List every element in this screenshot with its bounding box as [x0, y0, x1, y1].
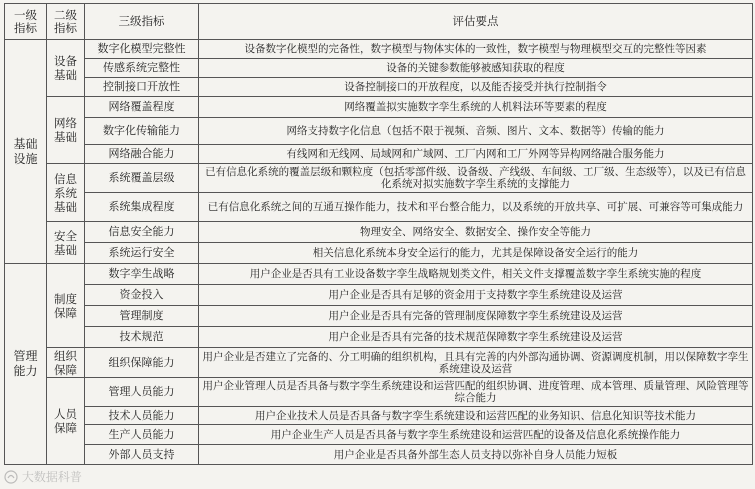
table-row	[5, 243, 753, 264]
point-cell: 用户企业是否具有足够的资金用于支持数字孪生系统建设及运营	[199, 285, 753, 306]
header-row	[5, 4, 753, 40]
level3-cell: 数字化传输能力	[85, 118, 199, 145]
point-cell: 网络覆盖拟实施数字孪生系统的人机料法环等要素的程度	[199, 97, 753, 118]
table-row	[5, 78, 753, 97]
table-row	[5, 97, 753, 118]
level3-cell: 资金投入	[85, 285, 199, 306]
table-row	[5, 59, 753, 78]
point-cell: 设备控制接口的开放程度，以及能否接受并执行控制指令	[199, 78, 753, 97]
watermark-logo-icon	[4, 470, 18, 484]
table-row	[5, 306, 753, 327]
point-cell: 设备数字化模型的完备性，数字模型与物体实体的一致性，数字模型与物理模型交互的完整性等因素	[199, 40, 753, 59]
table-row	[5, 378, 753, 407]
level3-cell: 技术规范	[85, 327, 199, 348]
level3-cell: 控制接口开放性	[85, 78, 199, 97]
level2-cell: 信息 系统 基础	[47, 164, 85, 222]
level3-cell: 信息安全能力	[85, 222, 199, 243]
level3-cell: 组织保障能力	[85, 348, 199, 378]
point-cell: 设备的关键参数能够被感知获取的程度	[199, 59, 753, 78]
level2-cell: 人员 保障	[47, 378, 85, 465]
table-row	[5, 327, 753, 348]
watermark	[4, 468, 82, 485]
level3-cell: 网络融合能力	[85, 145, 199, 164]
table-row	[5, 407, 753, 425]
level3-cell: 管理制度	[85, 306, 199, 327]
level1-cell: 管理 能力	[5, 264, 47, 465]
level2-cell: 安全 基础	[47, 222, 85, 264]
table-row	[5, 445, 753, 465]
level3-cell: 传感系统完整性	[85, 59, 199, 78]
table-row	[5, 40, 753, 59]
level3-cell: 网络覆盖程度	[85, 97, 199, 118]
level3-cell: 管理人员能力	[85, 378, 199, 407]
level2-cell: 网络 基础	[47, 97, 85, 164]
point-cell: 已有信息化系统之间的互通互操作能力，技术和平台整合能力，以及系统的开放共享、可扩展、可兼容等可集成能力	[199, 193, 753, 222]
point-cell: 用户企业是否具有完备的技术规范保障数字孪生系统建设及运营	[199, 327, 753, 348]
point-cell: 网络支持数字化信息（包括不限于视频、音频、图片、文本、数据等）传输的能力	[199, 118, 753, 145]
level2-cell: 设备 基础	[47, 40, 85, 97]
level3-cell: 系统运行安全	[85, 243, 199, 264]
point-cell: 相关信息化系统本身安全运行的能力，尤其是保障设备安全运行的能力	[199, 243, 753, 264]
table-row	[5, 118, 753, 145]
watermark-text: 大数据科普	[21, 470, 82, 484]
header-points: 评估要点	[199, 4, 753, 40]
point-cell: 用户企业是否具有工业设备数字孪生战略规划类文件，相关文件支撑覆盖数字孪生系统实施的程度	[199, 264, 753, 285]
point-cell: 用户企业生产人员是否具备与数字孪生系统建设和运营匹配的设备及信息化系统操作能力	[199, 425, 753, 445]
point-cell: 用户企业技术人员是否具备与数字孪生系统建设和运营匹配的业务知识、信息化知识等技术能力	[199, 407, 753, 425]
table-row	[5, 222, 753, 243]
table-row	[5, 264, 753, 285]
level3-cell: 技术人员能力	[85, 407, 199, 425]
level2-cell: 制度 保障	[47, 264, 85, 348]
table-row	[5, 193, 753, 222]
assessment-table	[4, 3, 753, 465]
header-level1: 一级 指标	[5, 4, 47, 40]
level1-cell: 基础 设施	[5, 40, 47, 264]
table-row	[5, 425, 753, 445]
table-row	[5, 145, 753, 164]
level2-cell: 组织 保障	[47, 348, 85, 378]
point-cell: 用户企业是否具有完备的管理制度保障数字孪生系统建设及运营	[199, 306, 753, 327]
table-row	[5, 164, 753, 193]
level3-cell: 系统集成程度	[85, 193, 199, 222]
header-level3: 三级指标	[85, 4, 199, 40]
point-cell: 用户企业管理人员是否具备与数字孪生系统建设和运营匹配的组织协调、进度管理、成本管理、质量管理、风险管理等综合能力	[199, 378, 753, 407]
point-cell: 用户企业是否具备外部生态人员支持以弥补自身人员能力短板	[199, 445, 753, 465]
level3-cell: 数字孪生战略	[85, 264, 199, 285]
level3-cell: 外部人员支持	[85, 445, 199, 465]
point-cell: 有线网和无线网、局域网和广域网、工厂内网和工厂外网等异构网络融合服务能力	[199, 145, 753, 164]
table-row	[5, 285, 753, 306]
level3-cell: 系统覆盖层级	[85, 164, 199, 193]
point-cell: 用户企业是否建立了完备的、分工明确的组织机构，且具有完善的内外部沟通协调、资源调度机制，用以保障数字孪生系统建设及运营	[199, 348, 753, 378]
point-cell: 物理安全、网络安全、数据安全、操作安全等能力	[199, 222, 753, 243]
header-level2: 二级 指标	[47, 4, 85, 40]
point-cell: 已有信息化系统的覆盖层级和颗粒度（包括零部件级、设备级、产线级、车间级、工厂级、生态级等），以及已有信息化系统对拟实施数字孪生系统的支撑能力	[199, 164, 753, 193]
table-row	[5, 348, 753, 378]
level3-cell: 生产人员能力	[85, 425, 199, 445]
level3-cell: 数字化模型完整性	[85, 40, 199, 59]
